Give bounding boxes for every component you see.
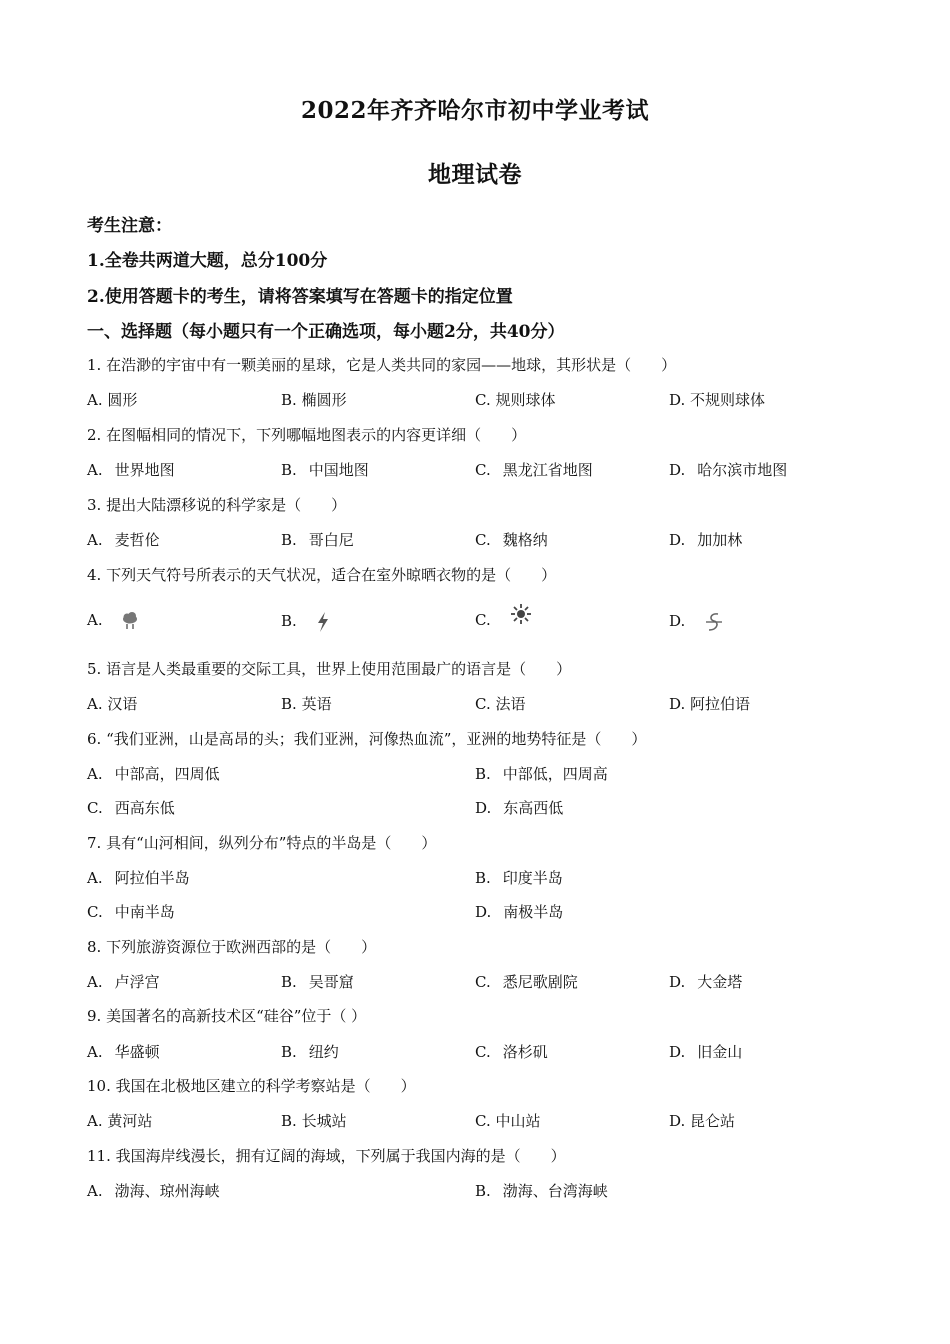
option-text: 英语 [301, 695, 332, 713]
option-text: 魏格纳 [502, 531, 548, 549]
option-d [475, 901, 563, 922]
option-text: 纽约 [308, 1043, 339, 1061]
option-c [475, 693, 526, 714]
option-letter: D. [669, 391, 686, 409]
option-letter: D. [475, 903, 492, 921]
option-letter: C. [475, 391, 491, 409]
option-b [281, 529, 354, 550]
option-letter: B. [281, 695, 297, 713]
option-letter: A. [87, 973, 103, 991]
option-letter: C. [475, 1043, 491, 1061]
option-c [475, 1041, 548, 1062]
option-text: 洛杉矶 [502, 1043, 548, 1061]
option-b [281, 693, 332, 714]
option-letter: A. [87, 1112, 103, 1130]
page-subtitle: 地理试卷 [428, 161, 522, 188]
option-c [87, 901, 175, 922]
option-letter: D. [669, 973, 686, 991]
question-stem: 3. 提出大陆漂移说的科学家是（ ） [87, 496, 347, 514]
option-letter: D. [669, 612, 686, 630]
option-letter: C. [475, 611, 491, 629]
question-stem: 4. 下列天气符号所表示的天气状况，适合在室外晾晒衣物的是（ ） [87, 566, 557, 584]
option-a [87, 1180, 220, 1201]
option-text: 中国地图 [308, 461, 369, 479]
option-text: 渤海、琼州海峡 [114, 1182, 220, 1200]
option-a [87, 1041, 160, 1062]
option-a [87, 693, 137, 714]
option-c [475, 611, 532, 629]
question-stem: 8. 下列旅游资源位于欧洲西部的是（ ） [87, 938, 377, 956]
option-text: 卢浮宫 [114, 973, 160, 991]
option-letter: B. [475, 1182, 491, 1200]
option-d [669, 529, 742, 550]
option-d [669, 459, 787, 480]
notice-item: 2.使用答题卡的考生，请将答案填写在答题卡的指定位置 [87, 287, 513, 307]
page-title: 2022年齐齐哈尔市初中学业考试 [300, 97, 649, 124]
option-text: 圆形 [107, 391, 138, 409]
option-a [87, 1110, 152, 1131]
question-stem: 11. 我国海岸线漫长，拥有辽阔的海域，下列属于我国内海的是（ ） [87, 1147, 566, 1165]
option-text: 汉语 [107, 695, 138, 713]
option-letter: C. [475, 531, 491, 549]
option-b [475, 867, 563, 888]
question-stem: 7. 具有“山河相间，纵列分布”特点的半岛是（ ） [87, 834, 437, 852]
option-text: 吴哥窟 [308, 973, 354, 991]
option-letter: B. [475, 765, 491, 783]
option-letter: C. [475, 1112, 491, 1130]
option-text: 世界地图 [114, 461, 175, 479]
rain-cloud-icon [121, 611, 139, 631]
option-letter: A. [87, 611, 103, 629]
option-d [669, 1041, 742, 1062]
option-letter: B. [281, 391, 297, 409]
option-b [281, 971, 354, 992]
option-d [669, 693, 750, 714]
option-letter: B. [281, 531, 297, 549]
option-letter: A. [87, 765, 103, 783]
option-letter: A. [87, 531, 103, 549]
option-letter: B. [281, 612, 297, 630]
option-text: 东高西低 [503, 799, 564, 817]
option-letter: D. [475, 799, 492, 817]
option-letter: B. [281, 1043, 297, 1061]
option-text: 南极半岛 [503, 903, 564, 921]
option-text: 哈尔滨市地图 [697, 461, 788, 479]
option-text: 中南半岛 [114, 903, 175, 921]
option-a [87, 763, 220, 784]
option-b [475, 1180, 608, 1201]
option-d [669, 971, 742, 992]
option-text: 西高东低 [114, 799, 175, 817]
thunder-icon [316, 611, 330, 633]
question-stem: 10. 我国在北极地区建立的科学考察站是（ ） [87, 1077, 416, 1095]
option-text: 规则球体 [495, 391, 556, 409]
option-letter: A. [87, 461, 103, 479]
option-text: 阿拉伯语 [690, 695, 751, 713]
option-letter: B. [281, 973, 297, 991]
option-letter: D. [669, 1043, 686, 1061]
option-letter: A. [87, 1043, 103, 1061]
option-b [281, 389, 347, 410]
option-a [87, 971, 160, 992]
question-stem: 6. “我们亚洲，山是高昂的头；我们亚洲，河像热血流”，亚洲的地势特征是（ ） [87, 730, 647, 748]
option-text: 中部高，四周低 [114, 765, 220, 783]
option-letter: C. [87, 903, 103, 921]
option-d [475, 797, 563, 818]
option-text: 不规则球体 [690, 391, 766, 409]
notice-item: 1.全卷共两道大题，总分100分 [87, 251, 328, 271]
option-letter: A. [87, 391, 103, 409]
question-stem: 1. 在浩渺的宇宙中有一颗美丽的星球，它是人类共同的家园——地球，其形状是（ ） [87, 356, 677, 374]
option-a [87, 529, 160, 550]
option-letter: A. [87, 1182, 103, 1200]
option-b [475, 763, 608, 784]
option-text: 中部低，四周高 [502, 765, 608, 783]
option-c [475, 389, 556, 410]
option-letter: C. [475, 695, 491, 713]
option-letter: C. [475, 973, 491, 991]
question-stem: 9. 美国著名的高新技术区“硅谷”位于（ ） [87, 1007, 367, 1025]
option-c [475, 971, 578, 992]
option-letter: D. [669, 531, 686, 549]
option-b [281, 459, 369, 480]
option-text: 印度半岛 [502, 869, 563, 887]
option-a [87, 459, 175, 480]
option-text: 椭圆形 [301, 391, 347, 409]
option-a [87, 389, 137, 410]
option-letter: A. [87, 869, 103, 887]
option-text: 渤海、台湾海峡 [502, 1182, 608, 1200]
option-text: 昆仑站 [690, 1112, 736, 1130]
option-letter: C. [87, 799, 103, 817]
question-stem: 2. 在图幅相同的情况下，下列哪幅地图表示的内容更详细（ ） [87, 426, 527, 444]
option-d [669, 1110, 735, 1131]
option-c [475, 1110, 541, 1131]
option-letter: A. [87, 695, 103, 713]
option-letter: C. [475, 461, 491, 479]
option-letter: B. [475, 869, 491, 887]
option-text: 阿拉伯半岛 [114, 869, 190, 887]
question-stem: 5. 语言是人类最重要的交际工具，世界上使用范围最广的语言是（ ） [87, 660, 572, 678]
option-text: 麦哲伦 [114, 531, 160, 549]
option-text: 法语 [495, 695, 526, 713]
option-text: 悉尼歌剧院 [502, 973, 578, 991]
section-heading: 一、选择题（每小题只有一个正确选项，每小题2分，共40分） [87, 322, 565, 342]
option-a [87, 867, 190, 888]
option-text: 长城站 [301, 1112, 347, 1130]
option-d [669, 389, 765, 410]
notice-heading: 考生注意： [87, 216, 172, 236]
option-text: 大金塔 [697, 973, 743, 991]
option-b [281, 1110, 347, 1131]
option-text: 黄河站 [107, 1112, 153, 1130]
option-letter: D. [669, 1112, 686, 1130]
option-text: 旧金山 [697, 1043, 743, 1061]
option-b [281, 611, 330, 633]
option-letter: B. [281, 461, 297, 479]
option-b [281, 1041, 339, 1062]
option-d [669, 611, 724, 633]
option-a [87, 611, 139, 631]
option-text: 哥白尼 [308, 531, 354, 549]
option-text: 华盛顿 [114, 1043, 160, 1061]
option-text: 黑龙江省地图 [502, 461, 593, 479]
option-letter: B. [281, 1112, 297, 1130]
option-c [87, 797, 175, 818]
option-text: 中山站 [495, 1112, 541, 1130]
sun-icon [510, 603, 532, 625]
option-text: 加加林 [697, 531, 743, 549]
sandstorm-icon [704, 611, 724, 633]
option-c [475, 459, 593, 480]
option-letter: D. [669, 461, 686, 479]
option-c [475, 529, 548, 550]
option-letter: D. [669, 695, 686, 713]
